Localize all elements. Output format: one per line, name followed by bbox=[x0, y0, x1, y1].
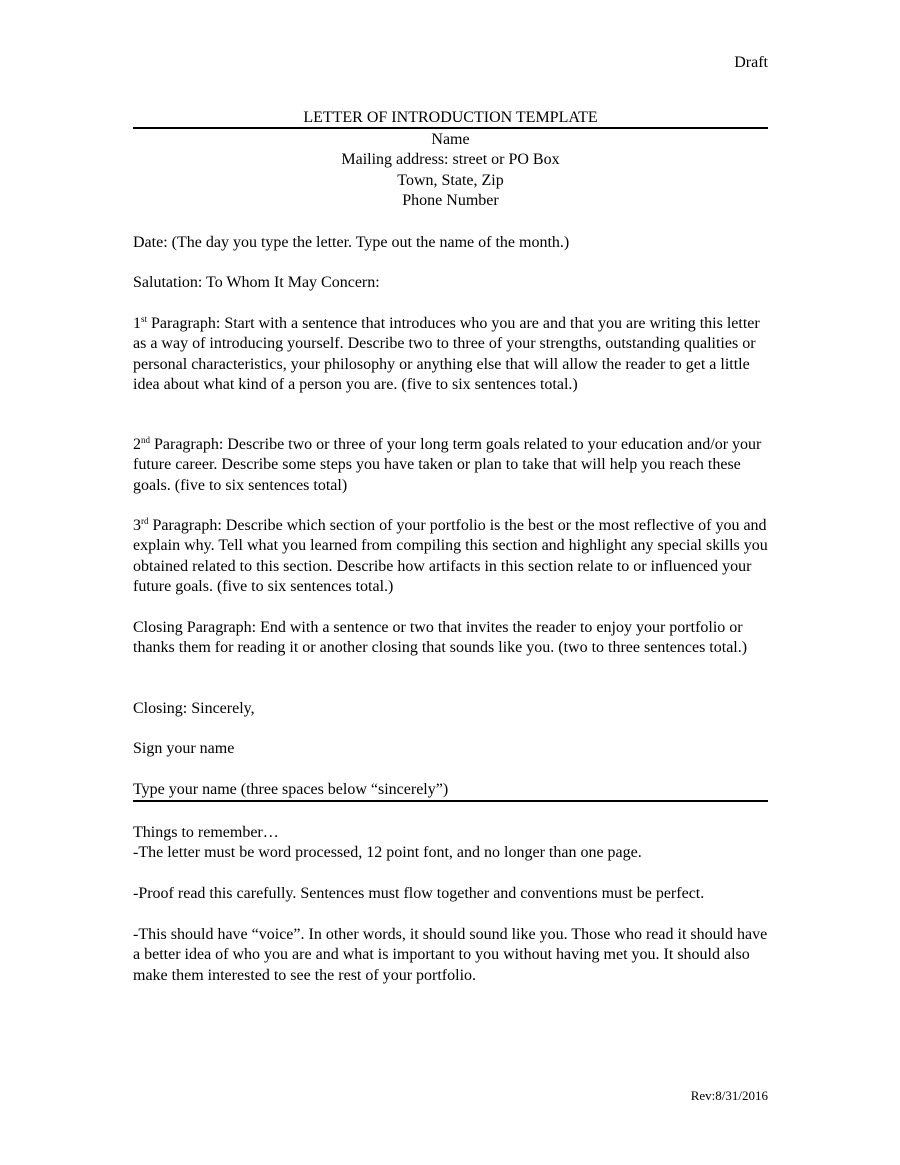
paragraph-3-text: Paragraph: Describe which section of your portfolio is the best or the most reflective of you and explain why. Tell what you learned from compiling this section and highlight any special skills you obtained related to this section. Describe how artifacts in this section relate to or influenced your future goals. (five to six sentences total.) bbox=[133, 517, 768, 595]
paragraph-3-number: 3 bbox=[133, 517, 141, 534]
paragraph-2-number: 2 bbox=[133, 436, 141, 453]
reminder-item-2: -Proof read this carefully. Sentences must flow together and conventions must be perfect. bbox=[133, 885, 705, 902]
paragraph-3-ordinal: rd bbox=[141, 516, 149, 526]
reminder-item-3: -This should have “voice”. In other words, it should sound like you. Those who read it should have a better idea of who you are and what is important to you without having met you. It should also make them interested to see the rest of your portfolio. bbox=[133, 926, 768, 984]
paragraph-2 bbox=[133, 435, 768, 496]
document-title: LETTER OF INTRODUCTION TEMPLATE bbox=[303, 109, 598, 126]
paragraph-2-ordinal: nd bbox=[141, 435, 150, 445]
date-line: Date: (The day you type the letter. Type out the name of the month.) bbox=[133, 234, 570, 251]
paragraph-1-number: 1 bbox=[133, 315, 141, 332]
paragraph-2-text: Paragraph: Describe two or three of your long term goals related to your education and/or your future career. Describe some steps you have taken or plan to take that will help you reach these goals. (five to six sentences total) bbox=[133, 436, 762, 494]
signature-line: Sign your name bbox=[133, 740, 235, 757]
draft-label: Draft bbox=[734, 54, 768, 71]
sender-phone: Phone Number bbox=[402, 191, 499, 209]
sender-town-state-zip: Town, State, Zip bbox=[397, 171, 504, 189]
closing-divider bbox=[133, 800, 768, 802]
salutation-line: Salutation: To Whom It May Concern: bbox=[133, 274, 380, 291]
reminders-heading: Things to remember… bbox=[133, 824, 279, 841]
paragraph-1-ordinal: st bbox=[141, 314, 148, 324]
revision-date: Rev:8/31/2016 bbox=[690, 1088, 768, 1103]
typed-name-line: Type your name (three spaces below “sincerely”) bbox=[133, 781, 449, 798]
reminder-item-1: -The letter must be word processed, 12 point font, and no longer than one page. bbox=[133, 844, 642, 862]
sender-header bbox=[133, 130, 768, 211]
sender-mailing-address: Mailing address: street or PO Box bbox=[341, 151, 560, 169]
closing-paragraph: Closing Paragraph: End with a sentence or two that invites the reader to enjoy your portfolio or thanks them for reading it or another closing that sounds like you. (two to three sentences total.) bbox=[133, 619, 748, 657]
reminders-heading-block bbox=[133, 823, 768, 864]
closing-line: Closing: Sincerely, bbox=[133, 700, 255, 717]
title-divider bbox=[133, 127, 768, 129]
paragraph-1 bbox=[133, 314, 768, 395]
paragraph-3 bbox=[133, 516, 768, 597]
paragraph-1-text: Paragraph: Start with a sentence that introduces who you are and that you are writing this letter as a way of introducing yourself. Describe two to three of your strengths, outstanding qualities or personal characteristics, your philosophy or anything else that will allow the reader to get a little idea about what kind of a person you are. (five to six sentences total.) bbox=[133, 315, 760, 393]
sender-name: Name bbox=[431, 131, 470, 148]
